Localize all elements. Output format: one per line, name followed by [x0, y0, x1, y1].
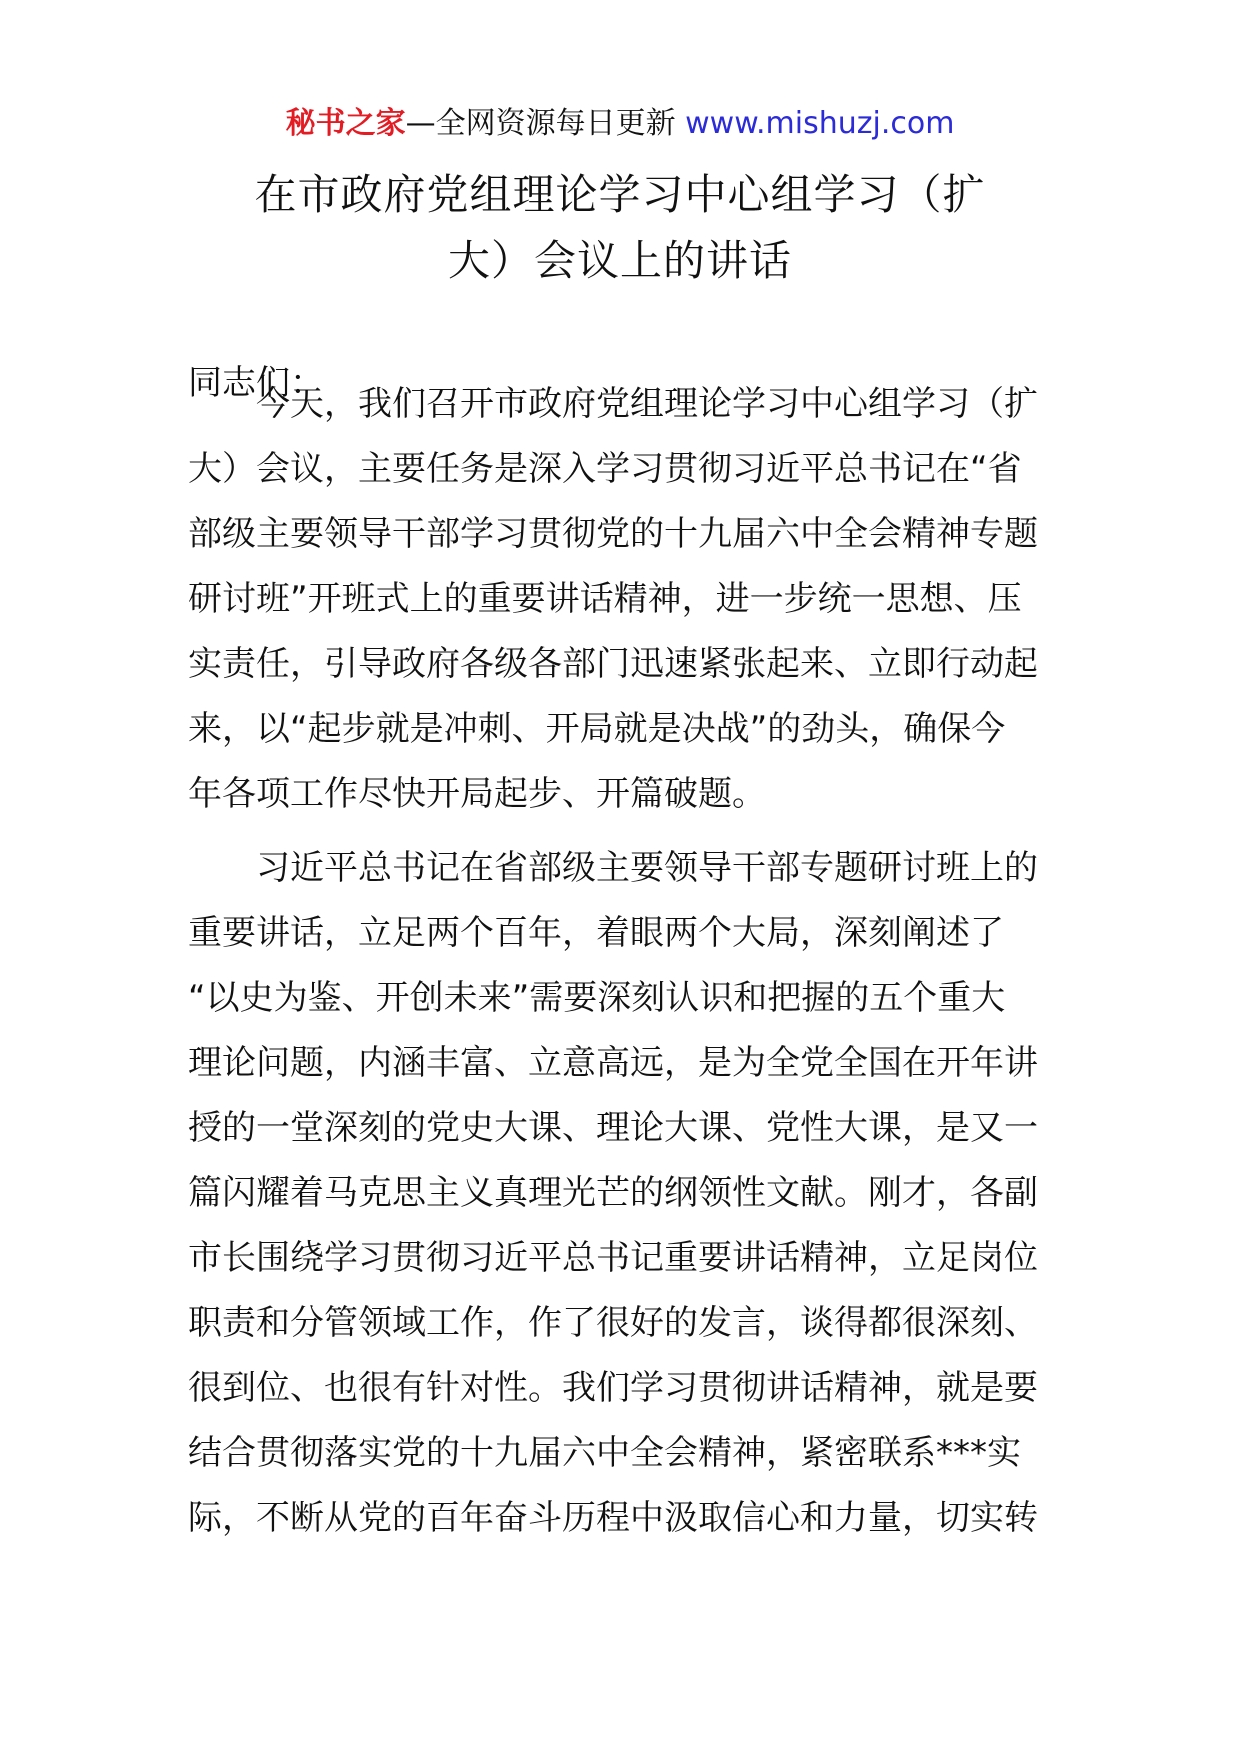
brand-name: 秘书之家	[285, 106, 406, 141]
paragraph-line: 职责和分管领域工作，作了很好的发言，谈得都很深刻、	[188, 1303, 1038, 1343]
paragraph-2	[188, 836, 1058, 1551]
paragraph-line: 结合贯彻落实党的十九届六中全会精神，紧密联系***实	[188, 1433, 1021, 1473]
site-url: www.mishuzj.com	[685, 106, 955, 141]
paragraph-line: 际，不断从党的百年奋斗历程中汲取信心和力量，切实转	[188, 1498, 1038, 1538]
paragraph-line: 今天，我们召开市政府党组理论学习中心组学习（扩	[256, 384, 1038, 424]
header-tagline: —全网资源每日更新	[405, 106, 676, 141]
document-title-line-1: 在市政府党组理论学习中心组学习（扩	[254, 170, 986, 219]
paragraph-line: 很到位、也很有针对性。我们学习贯彻讲话精神，就是要	[188, 1368, 1038, 1408]
paragraph-line: 年各项工作尽快开局起步、开篇破题。	[188, 774, 766, 814]
paragraph-line: 大）会议，主要任务是深入学习贯彻习近平总书记在“省	[188, 449, 1022, 489]
paragraph-line: 理论问题，内涵丰富、立意高远，是为全党全国在开年讲	[188, 1043, 1038, 1083]
salutation: 同志们：	[188, 363, 324, 403]
paragraph-line: 篇闪耀着马克思主义真理光芒的纲领性文献。刚才，各副	[188, 1173, 1038, 1213]
paragraph-line: 实责任，引导政府各级各部门迅速紧张起来、立即行动起	[188, 644, 1038, 684]
site-header	[0, 103, 1240, 145]
paragraph-line: 部级主要领导干部学习贯彻党的十九届六中全会精神专题	[188, 514, 1038, 554]
paragraph-line: 习近平总书记在省部级主要领导干部专题研讨班上的	[256, 848, 1038, 888]
paragraph-line: 市长围绕学习贯彻习近平总书记重要讲话精神，立足岗位	[188, 1238, 1038, 1278]
paragraph-line: 授的一堂深刻的党史大课、理论大课、党性大课，是又一	[188, 1108, 1038, 1148]
paragraph-line: 重要讲话，立足两个百年，着眼两个大局，深刻阐述了	[188, 913, 1004, 953]
paragraph-line: “以史为鉴、开创未来”需要深刻认识和把握的五个重大	[188, 978, 1006, 1018]
document-title-line-2: 大）会议上的讲话	[447, 236, 792, 285]
paragraph-line: 来，以“起步就是冲刺、开局就是决战”的劲头，确保今	[188, 709, 1006, 749]
paragraph-line: 研讨班”开班式上的重要讲话精神，进一步统一思想、压	[188, 579, 1022, 619]
paragraph-1	[188, 372, 1058, 827]
